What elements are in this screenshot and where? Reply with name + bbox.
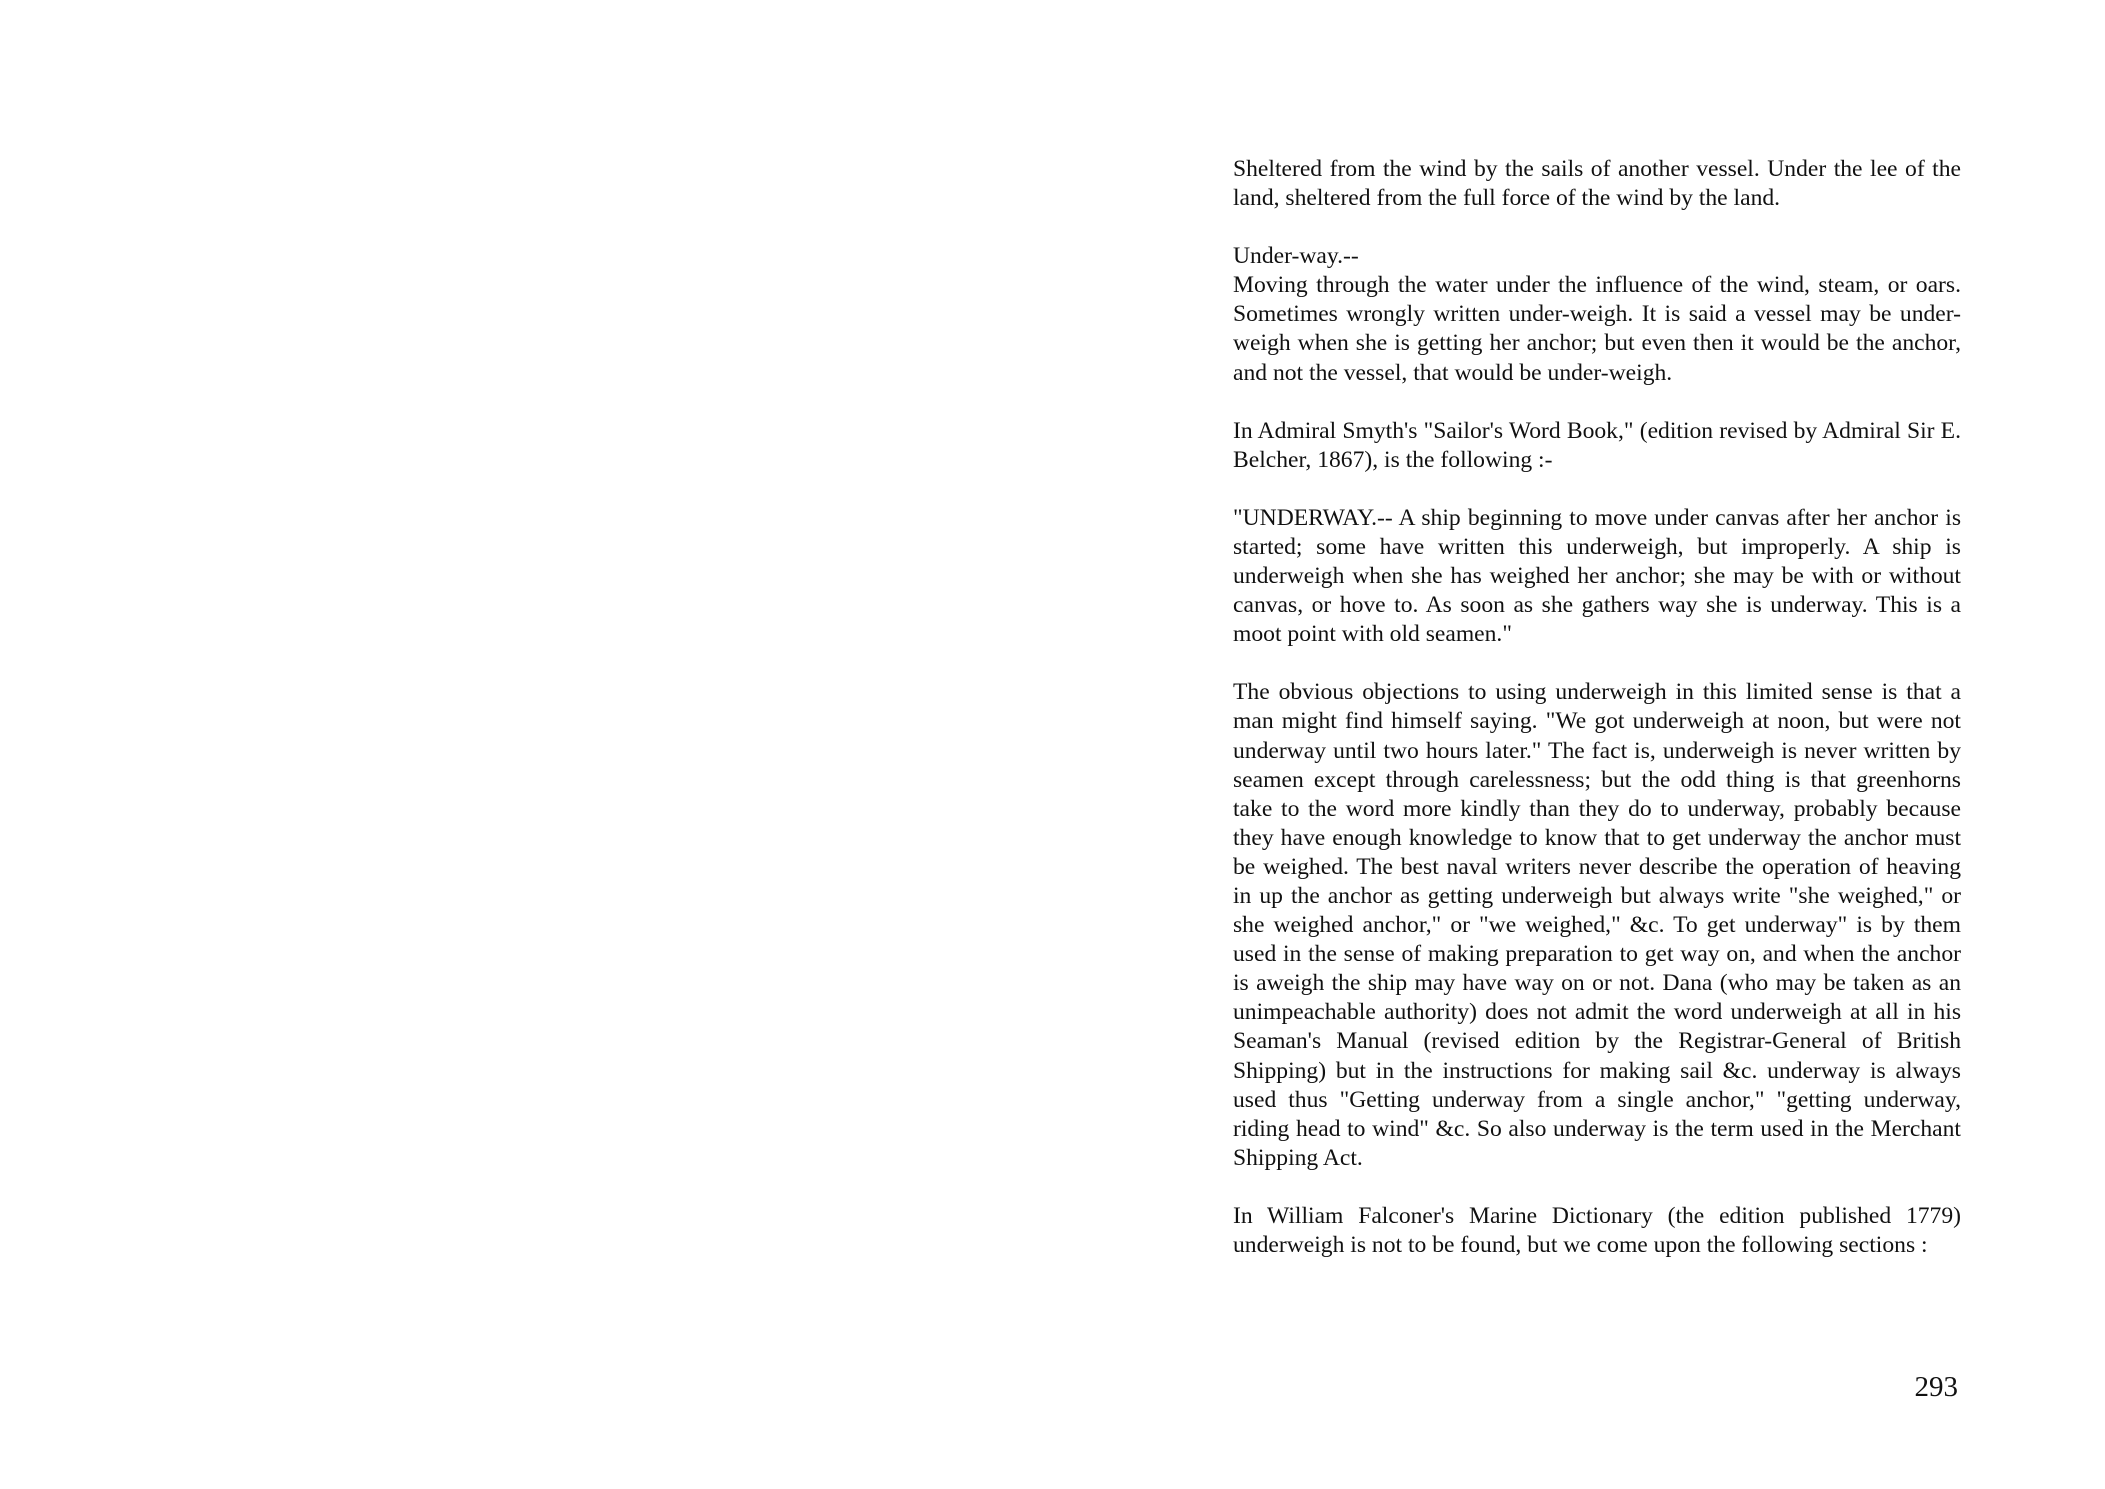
paragraph-falconer: In William Falconer's Marine Dictionary (the edition published 1779) underweigh is not to be found, but we come upon the following sections : [1233, 1202, 1961, 1258]
paragraph-objections: The obvious objections to using underweigh in this limited sense is that a man might find himself saying. "We got underweigh at noon, but were not underway until two hours later." The fact is, underweigh is never written by seamen except through carelessness; but the odd thing is that greenhorns take to the word more kindly than they do to underway, probably because they have enough knowledge to know that to get underway the anchor must be weighed. The best naval writers never describe the operation of heaving in up the anchor as getting underweigh but always write "she weighed," or she weighed anchor," or "we weighed," &c. To get underway" is by them used in the sense of making preparation to get way on, and when the anchor is aweigh the ship may have way on or not. Dana (who may be taken as an unimpeachable authority) does not admit the word underweigh at all in his Seaman's Manual (revised edition by the Registrar-General of British Shipping) but in the instructions for making sail &c. underway is always used thus "Getting underway from a single anchor," "getting underway, riding head to wind" &c. So also underway is the term used in the Merchant Shipping Act. [1233, 679, 1961, 1171]
page-number: 293 [1914, 1371, 1958, 1403]
right-page [1052, 0, 2105, 1489]
entry-heading-under-way: Under-way.-- [1233, 243, 1359, 270]
paragraph-smyth-reference: In Admiral Smyth's "Sailor's Word Book," (edition revised by Admiral Sir E. Belcher, 1867), is the following :- [1233, 417, 1961, 473]
body-text [1233, 155, 1961, 1260]
left-page-blank [0, 0, 1052, 1489]
paragraph-underway-quote: "UNDERWAY.-- A ship beginning to move under canvas after her anchor is started; some have written this underweigh, but improperly. A ship is underweigh when she has weighed her anchor; she may be with or without canvas, or hove to. As soon as she gathers way she is underway. This is a moot point with old seamen." [1233, 504, 1961, 648]
paragraph-under-way-definition: Moving through the water under the influence of the wind, steam, or oars. Sometimes wrongly written under-weigh. It is said a vessel may be under-weigh when she is getting her anchor; but even then it would be the anchor, and not the vessel, that would be under-weigh. [1233, 272, 1961, 386]
paragraph-lee-definition: Sheltered from the wind by the sails of another vessel. Under the lee of the land, sheltered from the full force of the wind by the land. [1233, 156, 1961, 212]
